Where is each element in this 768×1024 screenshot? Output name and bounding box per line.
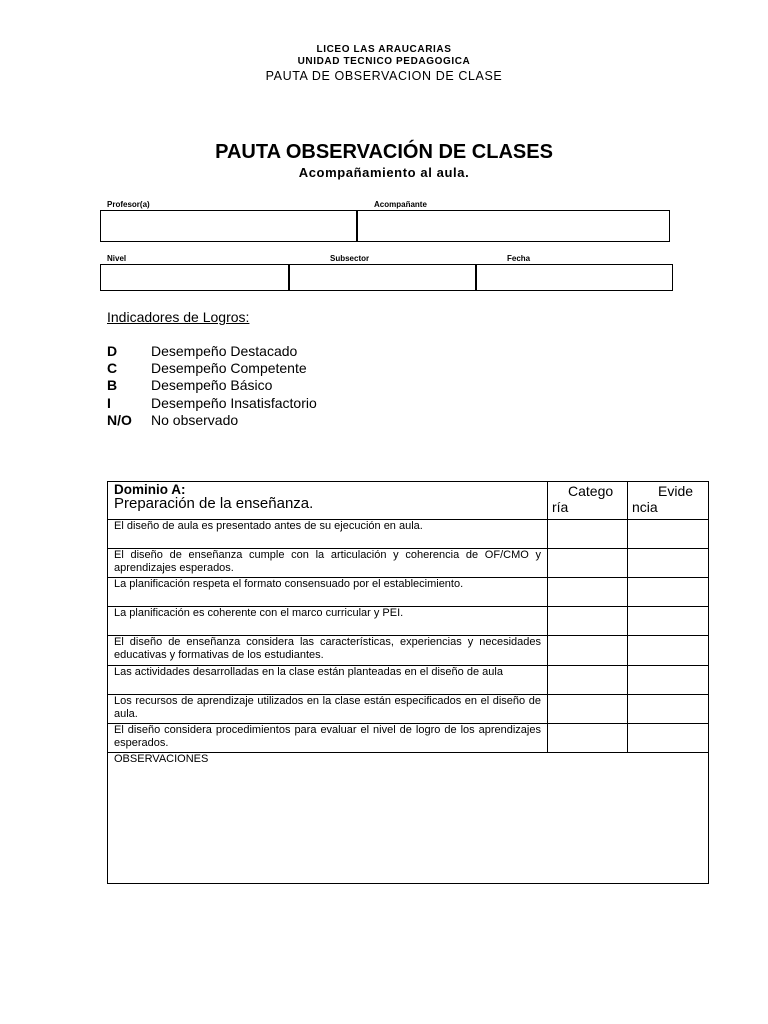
evidencia-cell[interactable] xyxy=(628,549,709,578)
observations-row xyxy=(108,753,709,884)
table-row xyxy=(108,578,709,607)
criterion-text: El diseño de enseñanza considera las características, experiencias y necesidades educativas y formativas de los estudiantes. xyxy=(108,636,548,666)
domain-header-cell xyxy=(108,482,548,520)
page-title: PAUTA OBSERVACIÓN DE CLASES xyxy=(215,141,553,163)
table-row xyxy=(108,520,709,549)
observations-label: OBSERVACIONES xyxy=(114,753,209,765)
categoria-cell[interactable] xyxy=(548,666,628,695)
table-row xyxy=(108,666,709,695)
evidencia-cell[interactable] xyxy=(628,520,709,549)
criterion-text: El diseño de enseñanza cumple con la articulación y coherencia de OF/CMO y aprendizajes esperados. xyxy=(108,549,548,578)
nivel-label: Nivel xyxy=(107,254,127,263)
criterion-text: La planificación es coherente con el marco curricular y PEI. xyxy=(108,607,548,636)
domain-label: Dominio A: xyxy=(114,482,186,497)
legend-text: Desempeño Básico xyxy=(151,377,273,393)
evidencia-cell[interactable] xyxy=(628,578,709,607)
domain-name: Preparación de la enseñanza. xyxy=(114,494,314,512)
table-row xyxy=(108,636,709,666)
categoria-cell[interactable] xyxy=(548,695,628,724)
domain-table xyxy=(107,481,709,884)
evidencia-header: Evide ncia xyxy=(628,482,709,520)
legend-code: C xyxy=(107,360,118,376)
categoria-cell[interactable] xyxy=(548,520,628,549)
table-row xyxy=(108,549,709,578)
categoria-cell[interactable] xyxy=(548,549,628,578)
legend-code: D xyxy=(107,343,118,359)
categoria-cell[interactable] xyxy=(548,578,628,607)
table-row xyxy=(108,695,709,724)
profesor-field[interactable] xyxy=(100,210,358,242)
criterion-text: Las actividades desarrolladas en la clase están planteadas en el diseño de aula xyxy=(108,666,548,695)
table-row xyxy=(108,607,709,636)
legend-code: N/O xyxy=(107,412,132,428)
legend-text: Desempeño Competente xyxy=(151,360,307,376)
criterion-text: La planificación respeta el formato consensuado por el establecimiento. xyxy=(108,578,548,607)
page-subtitle: Acompañamiento al aula. xyxy=(298,165,470,180)
table-row xyxy=(108,724,709,753)
legend-code: B xyxy=(107,377,118,393)
categoria-cell[interactable] xyxy=(548,636,628,666)
profesor-label: Profesor(a) xyxy=(107,200,150,209)
criterion-text: El diseño considera procedimientos para evaluar el nivel de logro de los aprendizajes esperados. xyxy=(108,724,548,753)
acompanante-field[interactable] xyxy=(356,210,670,242)
subsector-label: Subsector xyxy=(330,254,370,263)
evidencia-cell[interactable] xyxy=(628,607,709,636)
nivel-field[interactable] xyxy=(100,264,290,291)
legend-text: Desempeño Destacado xyxy=(151,343,298,359)
indicators-title: Indicadores de Logros: xyxy=(107,309,250,325)
school-name: LICEO LAS ARAUCARIAS xyxy=(316,44,452,55)
categoria-cell[interactable] xyxy=(548,607,628,636)
criterion-text: El diseño de aula es presentado antes de su ejecución en aula. xyxy=(108,520,548,549)
fecha-field[interactable] xyxy=(475,264,673,291)
table-header-row xyxy=(108,482,709,520)
criterion-text: Los recursos de aprendizaje utilizados en la clase están especificados en el diseño de aula. xyxy=(108,695,548,724)
categoria-cell[interactable] xyxy=(548,724,628,753)
document-type: PAUTA DE OBSERVACION DE CLASE xyxy=(265,69,503,83)
observations-box[interactable] xyxy=(108,753,709,884)
evidencia-cell[interactable] xyxy=(628,695,709,724)
legend-text: Desempeño Insatisfactorio xyxy=(151,395,317,411)
categoria-header: Catego ría xyxy=(548,482,628,520)
evidencia-cell[interactable] xyxy=(628,636,709,666)
evidencia-cell[interactable] xyxy=(628,724,709,753)
fecha-label: Fecha xyxy=(507,254,531,263)
legend-text: No observado xyxy=(151,412,239,428)
legend-code: I xyxy=(107,395,111,411)
unit-name: UNIDAD TECNICO PEDAGOGICA xyxy=(297,56,471,67)
acompanante-label: Acompañante xyxy=(374,200,427,209)
evidencia-cell[interactable] xyxy=(628,666,709,695)
subsector-field[interactable] xyxy=(288,264,477,291)
